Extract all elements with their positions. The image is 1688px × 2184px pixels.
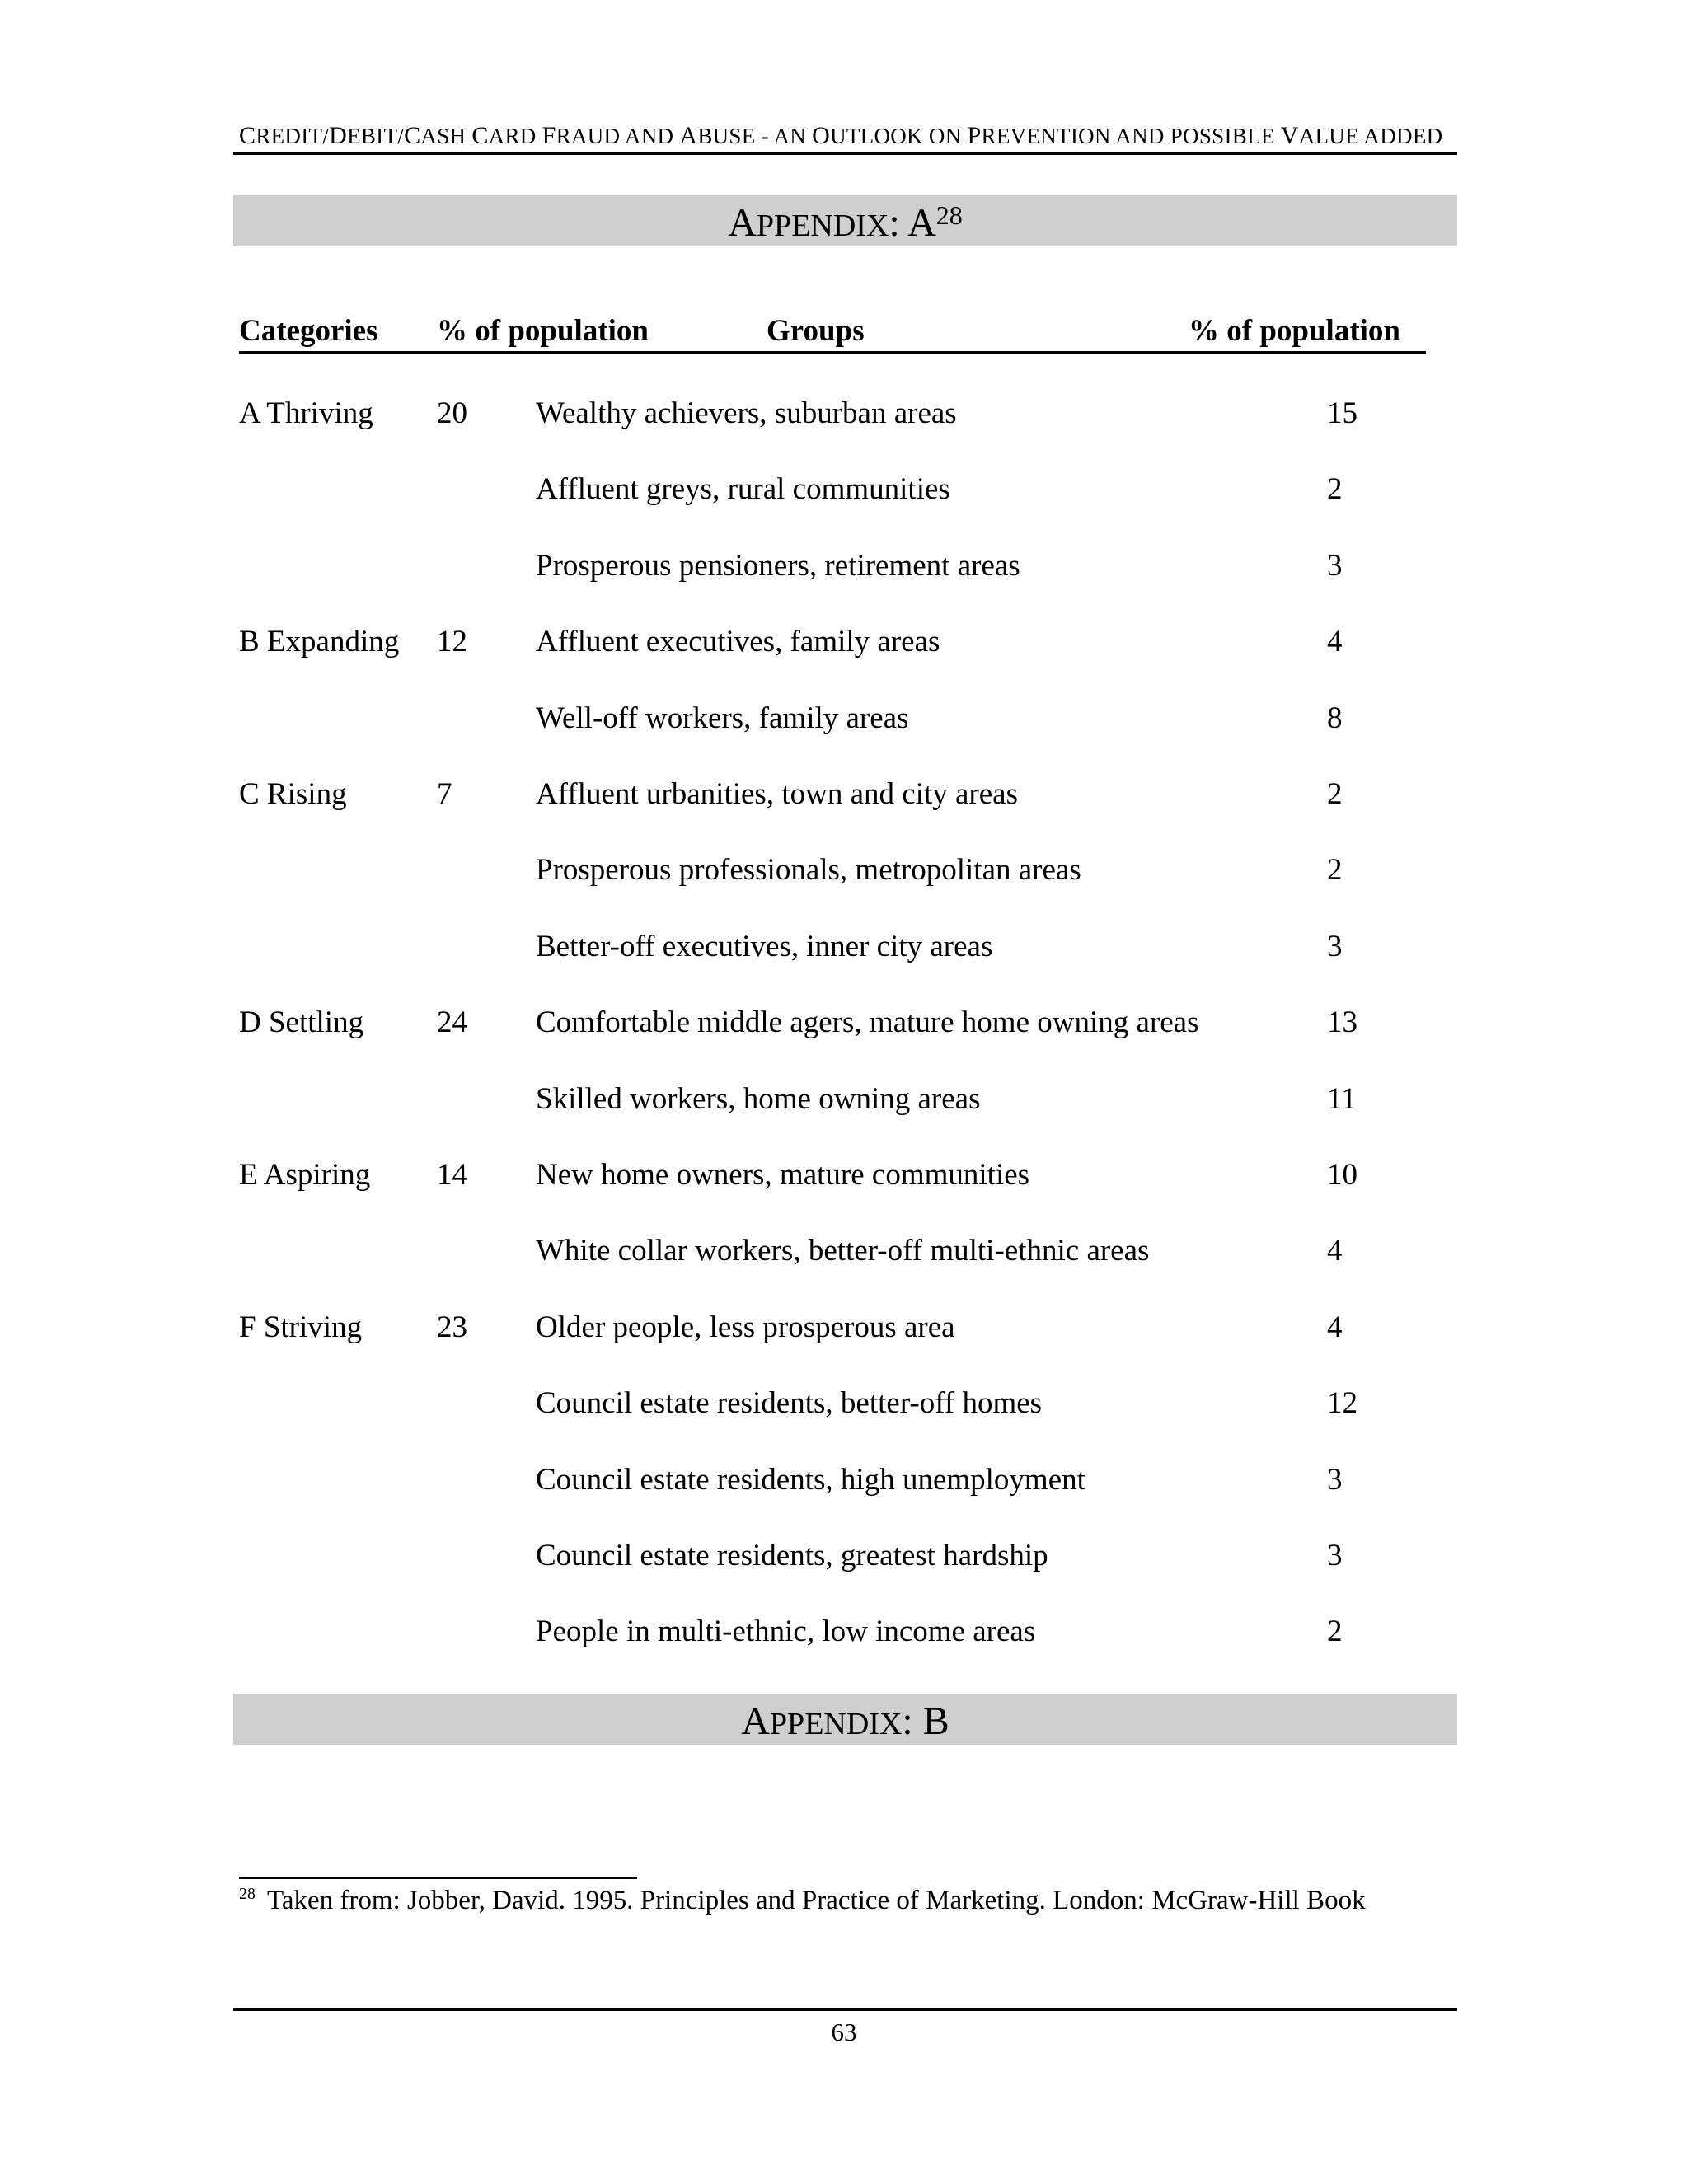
group-cell: Affluent urbanities, town and city areas xyxy=(536,777,1018,811)
category-pct-cell: 12 xyxy=(437,625,467,659)
appendix-b-smallcaps: PPENDIX xyxy=(769,1707,903,1741)
group-pct-cell: 10 xyxy=(1327,1158,1357,1192)
header-smallcaps: REDIT/ xyxy=(256,124,330,148)
group-pct-cell: 3 xyxy=(1327,1462,1343,1497)
category-pct-cell: 24 xyxy=(437,1005,467,1040)
header-initial: C xyxy=(239,122,256,149)
group-pct-cell: 15 xyxy=(1327,396,1357,430)
header-smallcaps: ALUE ADDED xyxy=(1298,124,1443,148)
group-cell: Council estate residents, greatest hardship xyxy=(536,1539,1048,1572)
table-row xyxy=(239,1005,1426,1054)
category-cell: B Expanding xyxy=(239,625,400,659)
category-cell: D Settling xyxy=(239,1005,364,1040)
group-pct-cell: 3 xyxy=(1327,1539,1343,1572)
header-initial: O xyxy=(812,122,831,149)
table-row xyxy=(239,548,1426,598)
page-number: 63 xyxy=(831,2018,857,2046)
appendix-b-banner xyxy=(233,1694,1457,1745)
header-smallcaps: ASH xyxy=(420,124,472,148)
footnote-text: Taken from: Jobber, David. 1995. Principles and Practice of Marketing. London: McGraw-Hill Book xyxy=(267,1886,1366,1915)
category-cell: F Striving xyxy=(239,1310,363,1344)
group-cell: Council estate residents, high unemployment xyxy=(536,1462,1085,1497)
table-row xyxy=(239,1462,1426,1511)
category-pct-cell: 14 xyxy=(437,1158,467,1192)
appendix-b-cap: A xyxy=(741,1699,770,1743)
group-cell: Council estate residents, better-off homes xyxy=(536,1386,1043,1421)
group-pct-cell: 4 xyxy=(1327,1310,1343,1344)
table-row xyxy=(239,701,1426,750)
group-cell: Affluent greys, rural communities xyxy=(536,472,950,507)
group-cell: Prosperous pensioners, retirement areas xyxy=(536,548,1020,583)
table-row xyxy=(239,1157,1426,1207)
header-smallcaps: UTLOOK ON xyxy=(830,124,968,148)
appendix-b-title xyxy=(233,1699,1457,1744)
group-pct-cell: 3 xyxy=(1327,548,1343,583)
header-categories: Categories xyxy=(239,314,378,348)
table-row xyxy=(239,1385,1426,1435)
running-header xyxy=(239,122,1459,150)
group-pct-cell: 13 xyxy=(1327,1005,1357,1040)
group-pct-cell: 8 xyxy=(1327,701,1343,735)
group-cell: Comfortable middle agers, mature home owning areas xyxy=(536,1005,1199,1040)
group-cell: People in multi-ethnic, low income areas xyxy=(536,1615,1036,1649)
group-pct-cell: 4 xyxy=(1327,1234,1343,1268)
table-row xyxy=(239,396,1426,445)
table-row xyxy=(239,776,1426,826)
header-initial: C xyxy=(404,122,421,149)
footer-rule xyxy=(233,2008,1457,2011)
header-smallcaps: ARD xyxy=(488,124,542,148)
header-smallcaps: EBIT/ xyxy=(347,124,405,148)
table-row xyxy=(239,471,1426,521)
appendix-a-tail: : A xyxy=(889,201,936,245)
group-cell: Skilled workers, home owning areas xyxy=(536,1081,981,1116)
group-cell: Older people, less prosperous area xyxy=(536,1310,955,1344)
group-cell: Prosperous professionals, metropolitan areas xyxy=(536,853,1081,888)
header-smallcaps: REVENTION AND POSSIBLE xyxy=(981,124,1281,148)
appendix-a-cap: A xyxy=(728,201,757,245)
header-smallcaps: BUSE - AN xyxy=(697,124,813,148)
table-row xyxy=(239,1081,1426,1131)
group-cell: New home owners, mature communities xyxy=(536,1158,1030,1192)
header-initial: C xyxy=(471,122,489,149)
appendix-a-footnote-marker: 28 xyxy=(935,200,963,230)
group-pct-cell: 4 xyxy=(1327,625,1343,659)
group-cell: Wealthy achievers, suburban areas xyxy=(536,396,957,430)
group-cell: Affluent executives, family areas xyxy=(536,625,940,659)
appendix-b-tail: : B xyxy=(902,1699,950,1743)
table-row xyxy=(239,1233,1426,1282)
appendix-a-banner xyxy=(233,195,1457,246)
table-row xyxy=(239,852,1426,902)
header-underline xyxy=(239,351,1426,354)
header-initial: V xyxy=(1280,122,1299,149)
header-group-pct: % of population xyxy=(1189,314,1401,348)
group-pct-cell: 2 xyxy=(1327,1615,1343,1649)
header-groups: Groups xyxy=(767,314,865,348)
category-cell: C Rising xyxy=(239,777,347,811)
header-initial: P xyxy=(967,122,982,149)
group-pct-cell: 12 xyxy=(1327,1386,1357,1421)
appendix-a-title xyxy=(233,200,1457,246)
table-row xyxy=(239,1310,1426,1359)
appendix-a-smallcaps: PPENDIX xyxy=(756,209,889,243)
header-initial: D xyxy=(329,122,348,149)
group-cell: White collar workers, better-off multi-ethnic areas xyxy=(536,1234,1150,1268)
footnote-marker: 28 xyxy=(239,1885,256,1903)
header-initial: F xyxy=(542,122,556,149)
table-row xyxy=(239,624,1426,673)
table-row xyxy=(239,1614,1426,1663)
group-pct-cell: 2 xyxy=(1327,472,1343,507)
group-cell: Well-off workers, family areas xyxy=(536,701,909,735)
table-row xyxy=(239,929,1426,978)
group-cell: Better-off executives, inner city areas xyxy=(536,929,993,963)
group-pct-cell: 2 xyxy=(1327,777,1343,811)
header-category-pct: % of population xyxy=(437,314,649,348)
header-initial: A xyxy=(679,122,698,149)
category-cell: E Aspiring xyxy=(239,1158,371,1192)
header-smallcaps: RAUD AND xyxy=(556,124,680,148)
category-pct-cell: 7 xyxy=(437,777,452,811)
group-pct-cell: 3 xyxy=(1327,929,1343,963)
group-pct-cell: 2 xyxy=(1327,853,1343,888)
category-pct-cell: 23 xyxy=(437,1310,467,1344)
category-pct-cell: 20 xyxy=(437,396,467,430)
category-cell: A Thriving xyxy=(239,396,373,430)
footnote-rule xyxy=(239,1877,637,1879)
header-rule xyxy=(233,152,1457,155)
footnote xyxy=(239,1886,1366,1916)
table-header xyxy=(239,313,1426,354)
group-pct-cell: 11 xyxy=(1327,1081,1357,1116)
table-row xyxy=(239,1538,1426,1587)
